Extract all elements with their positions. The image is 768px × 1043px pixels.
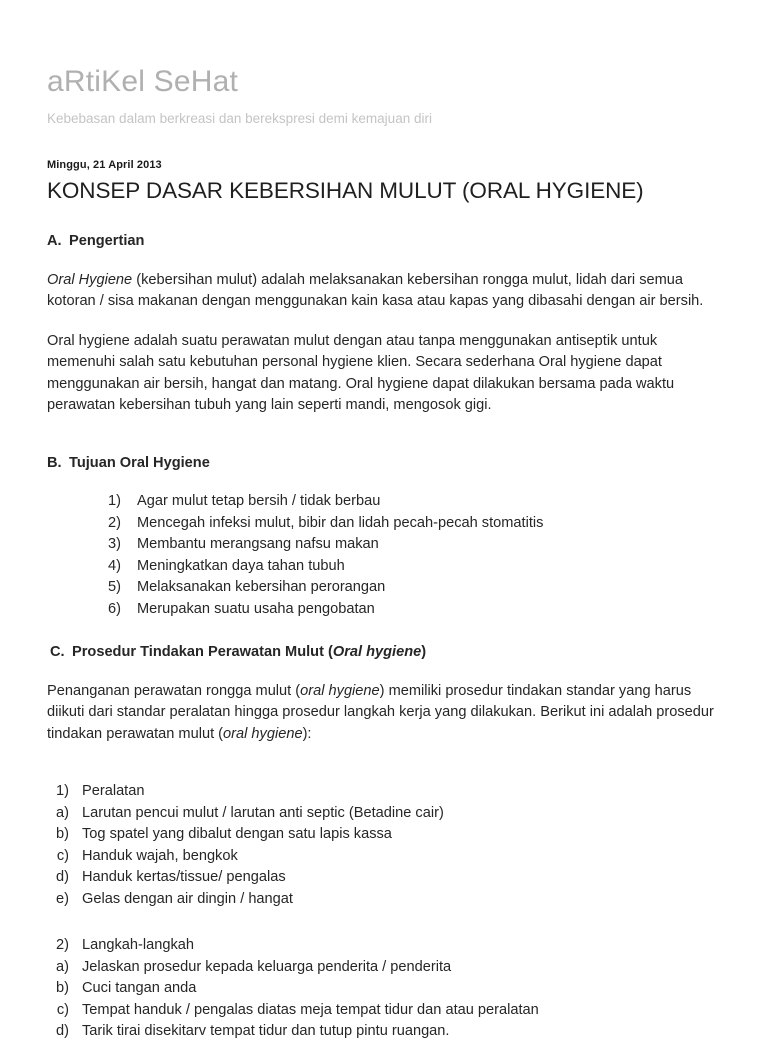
list-marker: a): [56, 804, 69, 821]
intro-italic-2: oral hygiene: [223, 725, 303, 742]
list-item: [95, 534, 721, 556]
post-body: [47, 231, 721, 1043]
intro-italic-1: oral hygiene: [300, 682, 380, 699]
list-item: [95, 599, 721, 621]
list-item: [47, 824, 721, 846]
list-item-group-heading: [47, 781, 721, 803]
paragraph-a-2: Oral hygiene adalah suatu perawatan mulut dengan atau tanpa menggunakan antiseptik untuk memenuhi salah satu kebutuhan personal hygiene klien. Secara sederhana Oral hygiene dapat menggunakan air bersih, hangat dan matang. Oral hygiene dapat dilakukan bersama pada waktu perawatan kebersihan tubuh yang lain seperti mandi, mengosok gigi.: [47, 332, 675, 413]
post-title: KONSEP DASAR KEBERSIHAN MULUT (ORAL HYGIENE): [47, 178, 644, 203]
blog-tagline: Kebebasan dalam berkreasi dan berekspresi demi kemajuan diri: [47, 111, 432, 126]
list-peralatan: [47, 781, 721, 910]
section-title-a: Pengertian: [69, 233, 145, 249]
list-item: [47, 1000, 721, 1022]
spacer: [47, 435, 721, 453]
list-text: Langkah-langkah: [82, 937, 194, 953]
section-marker-a: A.: [47, 233, 62, 249]
list-text: Larutan pencui mulut / larutan anti septic (Betadine cair): [82, 804, 444, 821]
section-heading-a: [47, 231, 721, 253]
list-text: Mencegah infeksi mulut, bibir dan lidah pecah-pecah stomatitis: [137, 514, 544, 531]
list-marker: 1): [108, 493, 121, 509]
post-date: Minggu, 21 April 2013: [47, 159, 162, 171]
list-marker: c): [56, 847, 69, 864]
list-text: Tempat handuk / pengalas diatas meja tempat tidur dan atau peralatan: [82, 1001, 539, 1018]
list-marker: 1): [56, 783, 69, 799]
section-marker-b: B.: [47, 454, 62, 471]
list-item: [47, 978, 721, 1000]
list-text: Merupakan suatu usaha pengobatan: [137, 600, 375, 617]
list-text: Tog spatel yang dibalut dengan satu lapis kassa: [82, 826, 392, 842]
list-text: Meningkatkan daya tahan tubuh: [137, 557, 345, 574]
intro-part-2: ) memiliki prosedur tindakan standar yang harus diikuti dari standar peralatan hingga prosedur langkah kerja yang dilakukan. Berikut ini adalah prosedur tindakan perawatan mulut (: [47, 682, 714, 742]
list-marker: 2): [56, 937, 69, 953]
list-item: [95, 513, 721, 535]
section-heading-b: [47, 453, 721, 475]
list-marker: 4): [108, 557, 121, 574]
list-text: Gelas dengan air dingin / hangat: [82, 890, 293, 907]
list-text: Membantu merangsang nafsu makan: [137, 536, 379, 552]
spacer: [47, 620, 721, 642]
paragraph-c-intro: [47, 681, 721, 746]
intro-part-3: ):: [302, 725, 312, 742]
list-item: [47, 889, 721, 911]
list-marker: b): [56, 980, 69, 996]
list-item: [95, 556, 721, 578]
paragraph-a-1-rest: (kebersihan mulut) adalah melaksanakan kebersihan rongga mulut, lidah dari semua kotoran / sisa makanan dengan menggunakan kain kasa atau kapas yang dibasahi dengan air bersih.: [47, 271, 704, 309]
list-marker: 5): [108, 579, 121, 595]
list-marker: 3): [108, 536, 121, 552]
list-text: Cuci tangan anda: [82, 980, 197, 996]
list-tujuan-oral-hygiene: [95, 491, 721, 620]
intro-part-1: Penanganan perawatan rongga mulut (: [47, 682, 301, 699]
list-marker: c): [56, 1001, 69, 1018]
list-marker: b): [56, 826, 69, 842]
list-marker: d): [56, 869, 69, 885]
section-heading-c: [47, 642, 721, 664]
list-text: Handuk kertas/tissue/ pengalas: [82, 869, 286, 885]
list-text: Handuk wajah, bengkok: [82, 847, 238, 864]
term-oral-hygiene: Oral Hygiene: [47, 271, 133, 288]
spacer: [47, 910, 721, 935]
list-langkah-langkah: [47, 935, 721, 1043]
list-item: [47, 957, 721, 979]
list-item: [47, 867, 721, 889]
list-marker: 6): [108, 600, 121, 617]
list-text: Peralatan: [82, 783, 145, 799]
list-item: [95, 577, 721, 599]
list-text: Agar mulut tetap bersih / tidak berbau: [137, 493, 381, 509]
list-marker: a): [56, 958, 69, 975]
list-text: Tarik tirai disekitarv tempat tidur dan tutup pintu ruangan.: [82, 1023, 450, 1039]
list-marker: e): [56, 890, 69, 907]
spacer: [47, 763, 721, 781]
blog-title: aRtiKel SeHat: [47, 65, 239, 98]
section-marker-c: C.: [50, 644, 65, 660]
list-item-group-heading: [47, 935, 721, 957]
blog-header: [47, 0, 721, 128]
list-marker: d): [56, 1023, 69, 1039]
list-item: [47, 846, 721, 868]
list-item: [47, 1021, 721, 1043]
list-item: [47, 803, 721, 825]
paragraph-a-1: [47, 270, 721, 313]
section-title-c-before: Prosedur Tindakan Perawatan Mulut (: [72, 644, 333, 660]
list-text: Jelaskan prosedur kepada keluarga penderita / penderita: [82, 958, 452, 975]
list-text: Melaksanakan kebersihan perorangan: [137, 579, 386, 595]
section-title-c-italic: Oral hygiene: [332, 644, 422, 660]
section-title-b: Tujuan Oral Hygiene: [69, 454, 210, 471]
section-title-c-after: ): [421, 644, 427, 660]
post-header: [47, 158, 721, 205]
list-marker: 2): [108, 514, 121, 531]
list-item: [95, 491, 721, 513]
